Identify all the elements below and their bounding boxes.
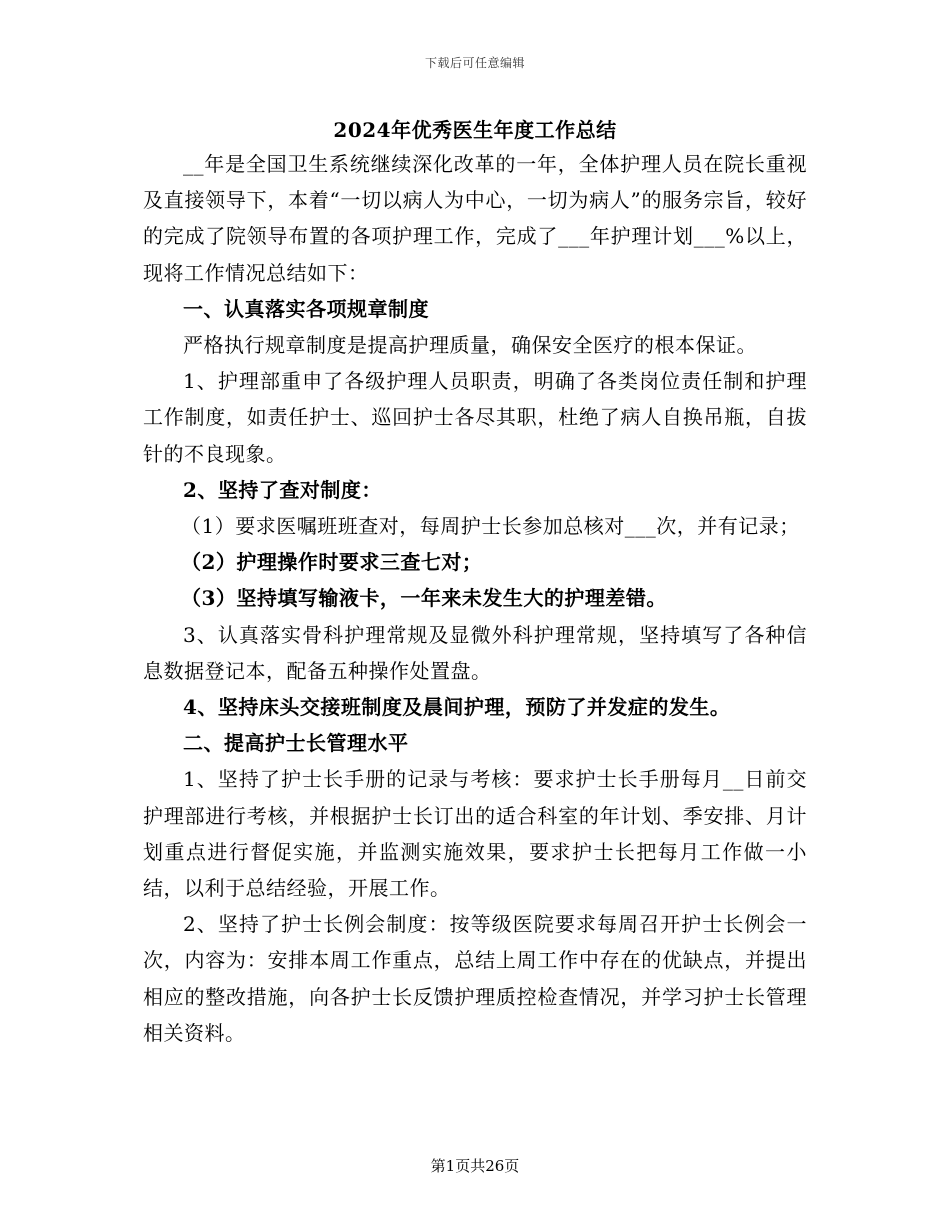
page-footer: 第1页共26页 xyxy=(430,1157,520,1175)
list-item: （1）要求医嘱班班查对，每周护士长参加总核对___次，并有记录； xyxy=(181,514,800,539)
paragraph: 2、坚持了护士长例会制度：按等级医院要求每周召开护士长例会一次，内容为：安排本周工作重点，总结上周工作中存在的优缺点，并提出相应的整改措施，向各护士长反馈护理质控检查情况，并学习护士长管理相关资料。 xyxy=(143,912,807,1045)
document-body xyxy=(143,146,807,1051)
paragraph: 严格执行规章制度是提高护理质量，确保安全医疗的根本保证。 xyxy=(183,333,757,358)
section-heading-2: 二、提高护士长管理水平 xyxy=(183,731,409,756)
page-header: 下载后可任意编辑 xyxy=(424,56,525,70)
paragraph: 1、护理部重申了各级护理人员职责，明确了各类岗位责任制和护理工作制度，如责任护士、巡回护士各尽其职，杜绝了病人自换吊瓶，自拔针的不良现象。 xyxy=(143,369,807,466)
list-item: （3）坚持填写输液卡，一年来未发生大的护理差错。 xyxy=(181,586,667,611)
document-title: 2024年优秀医生年度工作总结 xyxy=(333,118,617,142)
paragraph: 3、认真落实骨科护理常规及显微外科护理常规，坚持填写了各种信息数据登记本，配备五种操作处置盘。 xyxy=(143,622,807,683)
paragraph: 4、坚持床头交接班制度及晨间护理，预防了并发症的发生。 xyxy=(183,695,731,720)
intro-paragraph: __年是全国卫生系统继续深化改革的一年，全体护理人员在院长重视及直接领导下，本着“一切以病人为中心，一切为病人”的服务宗旨，较好的完成了院领导布置的各项护理工作，完成了___年护理计划___%以上，现将工作情况总结如下： xyxy=(143,152,807,285)
paragraph: 1、坚持了护士长手册的记录与考核：要求护士长手册每月__日前交护理部进行考核，并根据护士长订出的适合科室的年计划、季安排、月计划重点进行督促实施，并监测实施效果，要求护士长把每月工作做一小结，以利于总结经验，开展工作。 xyxy=(143,767,807,901)
section-heading-1: 一、认真落实各项规章制度 xyxy=(183,296,429,321)
list-item: （2）护理操作时要求三查七对； xyxy=(181,550,483,575)
subheading: 2、坚持了查对制度： xyxy=(183,477,382,502)
